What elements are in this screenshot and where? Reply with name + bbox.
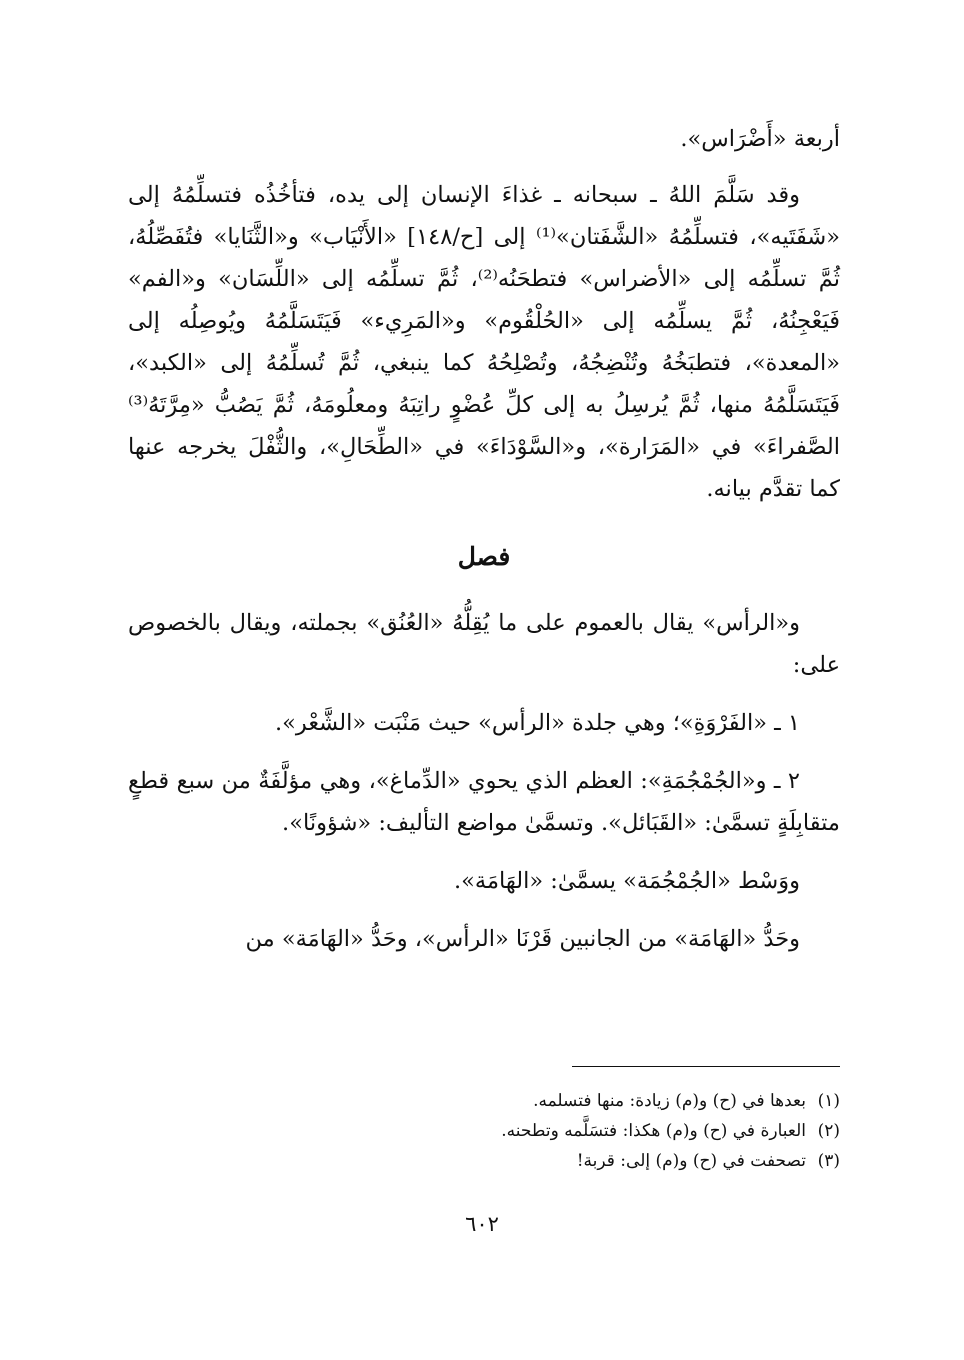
section-heading: فصل <box>457 542 511 571</box>
footnote-item <box>128 1086 840 1116</box>
footnote-number: (٢) <box>817 1121 840 1141</box>
footnotes <box>128 1086 840 1176</box>
paragraph-crown-bounds: وحَدُّ «الهَامَة» من الجانبين قَرْنَا «الرأس»، وحَدُّ «الهَامَة» من <box>245 926 800 952</box>
opening-line: أربعة «أَضْرَاس». <box>680 126 840 152</box>
footnote-number: (٣) <box>817 1151 840 1171</box>
list-item-scalp: ١ ـ «الفَرْوَةِ»؛ وهي جلدة «الرأس» حيث مَنْبَت «الشَّعْر». <box>274 710 800 736</box>
footnote-text: بعدها في (ح) و(م) زيادة: منها فتسلمه. <box>533 1091 806 1111</box>
footnote-number: (١) <box>817 1091 840 1111</box>
page-body <box>128 118 840 960</box>
footnote-text: العبارة في (ح) و(م) هكذا: فتسَلَّمه وتطحنه. <box>501 1121 806 1141</box>
footnote-item <box>128 1146 840 1176</box>
paragraph-digestion: وقد سَلَّمَ اللهُ ـ سبحانه ـ غذاءَ الإنسان إلى يده، فتأخُذُه فتسلِّمُهُ إلى «شَفَتَيه»، فتسلِّمُهُ «الشَّفَتان»⁽¹⁾ إلى [ح/١٤٨] «الأَنْيَاب» و«الثَّنَايا» فتُفَصِّلُهُ، ثُمَّ تسلِّمُه إلى «الأضراس» فتطحَنُه⁽²⁾، ثُمَّ تسلِّمُه إلى «اللِّسَان» و«الفم» فَيَعْجِنُهُ، ثُمَّ يسلِّمُه إلى «الحُلْقُوم» و«المَرِيء» فَيَتَسَلَّمُهُ ويُوصِلُه إلى «المعدة»، فتطبَخُهُ وتُنْضِجُهُ، وتُصْلِحُهُ كما ينبغي، ثُمَّ تُسلِّمُهُ إلى «الكبد»، فَيَتَسَلَّمُهُ منها، ثُمَّ يُرسِلُ به إلى كلِّ عُضْوٍ راتِبَهُ ومعلُومَهُ، ثُمَّ يَصُبُّ «مِرَّتَهُ⁽³⁾ الصَّفراءَ» في «المَرَارة»، و«السَّوْدَاءَ» في «الطِّحَالِ»، والثُّفْلَ يخرجه عنها كما تقدَّم بيانه. <box>128 182 841 502</box>
footnote-text: تصحفت في (ح) و(م) إلى: قربة! <box>576 1151 806 1171</box>
footnote-divider <box>572 1066 840 1067</box>
paragraph-head-definition: و«الرأس» يقال بالعموم على ما يُقِلُّهُ «العُنُق» بجملته، ويقال بالخصوص على: <box>128 610 840 678</box>
paragraph-crown: ووَسْط «الجُمْجُمَة» يسمَّىٰ: «الهَامَة». <box>454 868 800 894</box>
footnote-item <box>128 1116 840 1146</box>
page-number: ٦٠٢ <box>465 1212 499 1236</box>
list-item-skull: ٢ ـ و«الجُمْجُمَةِ»: العظم الذي يحوي «الدِّماغ»، وهي مؤلَّفَةٌ من سبع قطعٍ متقابِلَةٍ تسمَّىٰ: «القَبَائل». وتسمَّىٰ مواضع التأليف: «شؤونًا». <box>128 768 840 836</box>
